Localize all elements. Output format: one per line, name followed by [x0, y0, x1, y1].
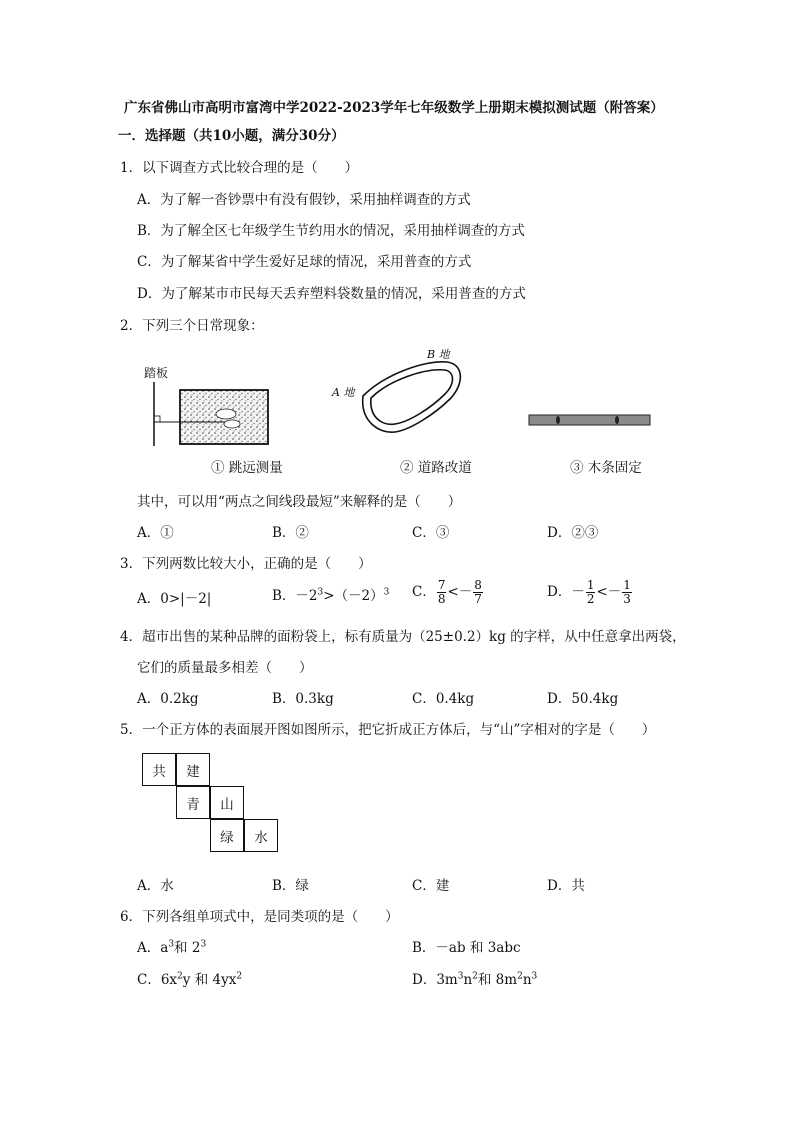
q5-option-d: D．共	[547, 878, 585, 894]
fig2-label-a: A 地	[332, 386, 355, 399]
q5-option-b: B．绿	[272, 878, 309, 894]
document-title: 广东省佛山市高明市富湾中学2022-2023学年七年级数学上册期末模拟测试题（附答案）	[124, 100, 664, 116]
net-cell-jian: 建	[176, 753, 210, 786]
wood-strip-figure	[528, 412, 651, 428]
q4-option-c: C．0.4kg	[412, 691, 475, 707]
q3-option-c: C． $\frac{7}{8}$ <－ $\frac{8}{7}$	[412, 578, 482, 606]
q3-option-d: D．－ $\frac{1}{2}$ <－ $\frac{1}{3}$	[547, 578, 631, 606]
net-cell-shui: 水	[244, 819, 278, 852]
q1-option-c: C．为了解某省中学生爱好足球的情况，采用普查的方式	[137, 254, 472, 270]
net-cell-qing: 青	[176, 786, 210, 819]
q6-option-c: C．$6x^2y$ 和 $4yx^2$	[137, 971, 243, 988]
q4-option-a: A．0.2kg	[137, 691, 199, 707]
q1-option-b: B．为了解全区七年级学生节约用水的情况，采用抽样调查的方式	[137, 223, 525, 239]
q4-stem-line2: 它们的质量最多相差（ ）	[137, 660, 313, 676]
q2-question: 其中，可以用“两点之间线段最短”来解释的是（ ）	[137, 494, 462, 510]
section-heading: 一．选择题（共10小题，满分30分）	[118, 128, 345, 144]
q2-option-c: C．③	[412, 525, 450, 541]
q5-option-c: C．建	[412, 878, 450, 894]
q4-option-b: B．0.3kg	[272, 691, 334, 707]
fig2-caption: ② 道路改道	[400, 460, 472, 476]
net-cell-shan: 山	[210, 786, 244, 819]
fig1-caption: ① 跳远测量	[211, 460, 283, 476]
q6-option-d: D．$3m^3n^2$和 $8m^2n^3$	[412, 971, 538, 988]
q4-stem: 4．超市出售的某种品牌的面粉袋上，标有质量为（25±0.2）kg 的字样，从中任意拿出两袋，	[120, 629, 686, 645]
q2-stem: 2．下列三个日常现象：	[120, 318, 264, 334]
q1-option-d: D．为了解某市市民每天丢弃塑料袋数量的情况，采用普查的方式	[137, 286, 526, 302]
q4-option-d: D．50.4kg	[547, 691, 619, 707]
net-cell-gong: 共	[142, 753, 176, 786]
q3-option-a: A．0>|－2|	[137, 591, 212, 607]
fig2-label-b: B 地	[427, 348, 450, 361]
q2-option-a: A．①	[137, 525, 174, 541]
long-jump-figure	[148, 378, 273, 450]
q2-option-d: D．②③	[547, 525, 599, 541]
q2-option-b: B．②	[272, 525, 309, 541]
q3-stem: 3．下列两数比较大小，正确的是（ ）	[120, 556, 372, 572]
road-figure	[355, 356, 470, 436]
q5-option-a: A．水	[137, 878, 174, 894]
q5-stem: 5．一个正方体的表面展开图如图所示，把它折成正方体后，与“山”字相对的字是（ ）	[120, 722, 656, 738]
fig3-caption: ③ 木条固定	[570, 460, 642, 476]
fig1-label: 踏板	[144, 366, 169, 380]
net-cell-lv: 绿	[210, 819, 244, 852]
q6-option-a: A．$a^3$和 $2^3$	[137, 939, 207, 956]
q6-option-b: B．－ab 和 3abc	[412, 940, 521, 956]
q1-stem: 1．以下调查方式比较合理的是（ ）	[120, 160, 359, 176]
q3-option-b: B．$-2^3>(-2)^3$	[272, 587, 390, 604]
q1-option-a: A．为了解一沓钞票中有没有假钞，采用抽样调查的方式	[137, 192, 471, 208]
q6-stem: 6．下列各组单项式中，是同类项的是（ ）	[120, 909, 399, 925]
